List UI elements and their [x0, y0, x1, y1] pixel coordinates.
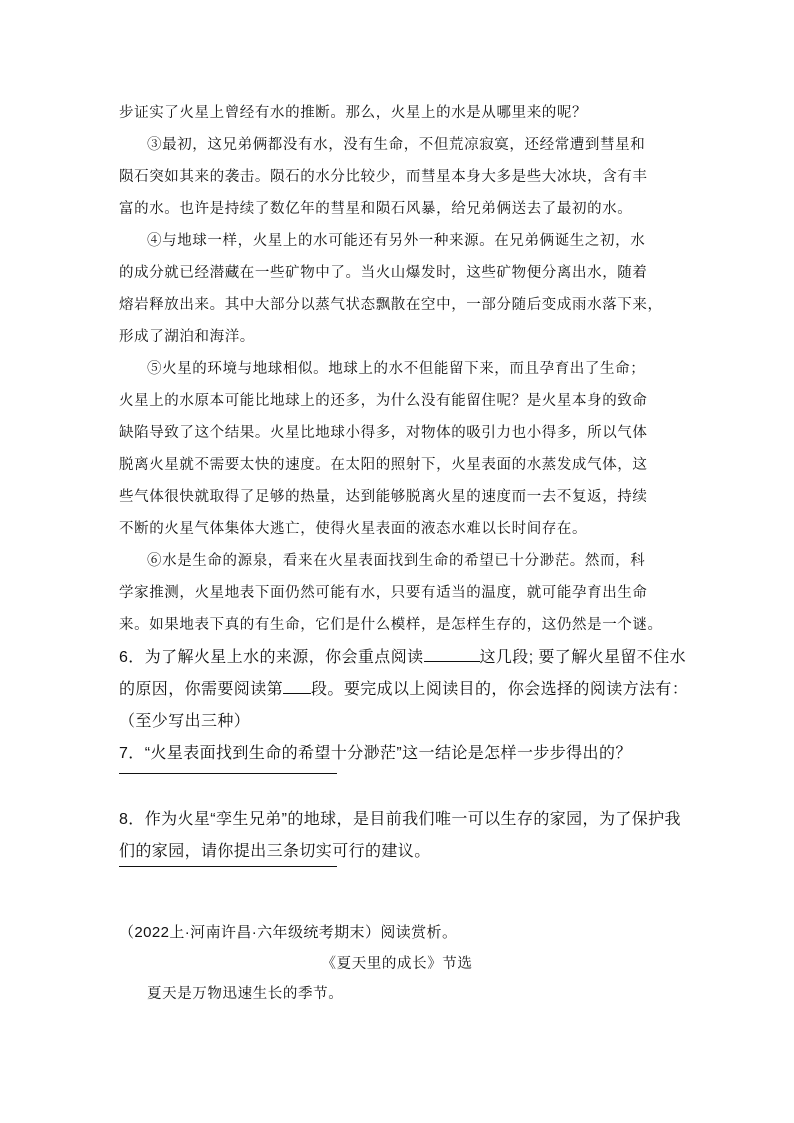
passage-line: 缺陷导致了这个结果。火星比地球小得多，对物体的吸引力也小得多，所以气体	[119, 425, 648, 441]
passage-line: 陨石突如其来的袭击。陨石的水分比较少，而彗星本身大多是些大冰块，含有丰	[119, 169, 648, 185]
passage-line: 些气体很快就取得了足够的热量，达到能够脱离火星的速度而一去不复返，持续	[119, 489, 648, 505]
passage-paragraph-4-start: ④与地球一样，火星上的水可能还有另外一种来源。在兄弟俩诞生之初，水	[147, 233, 646, 249]
passage-line: 脱离火星就不需要太快的速度。在太阳的照射下，火星表面的水蒸发成气体，这	[119, 457, 648, 473]
passage-line: 形成了湖泊和海洋。	[119, 329, 255, 345]
question-8-line-2: 们的家园，请你提出三条切实可行的建议。	[119, 843, 431, 860]
question-6-line-3: （至少写出三种）	[119, 713, 251, 730]
answer-blank-paragraphs[interactable]	[424, 660, 480, 662]
passage-line: 步证实了火星上曾经有水的推断。那么，火星上的水是从哪里来的呢？	[119, 105, 588, 121]
section-intro: （2022上·河南许昌·六年级统考期末）阅读赏析。	[119, 924, 458, 941]
question-7-answer-line[interactable]	[119, 773, 337, 774]
passage-line: 的成分就已经潜藏在一些矿物中了。当火山爆发时，这些矿物便分离出水，随着	[119, 265, 648, 281]
question-6-text: 要了解火星留不住水	[538, 649, 687, 666]
question-6-text: 6．为了解火星上水的来源，你会重点阅读	[119, 649, 424, 666]
passage-paragraph-3-start: ③最初，这兄弟俩都没有水，没有生命，不但荒凉寂寞，还经常遭到彗星和	[147, 137, 646, 153]
passage-paragraph-5-start: ⑤火星的环境与地球相似。地球上的水不但能留下来，而且孕育出了生命；	[147, 361, 646, 377]
excerpt-first-line: 夏天是万物迅速生长的季节。	[147, 986, 344, 1002]
question-6-text: 这几段	[479, 649, 529, 666]
question-6-text: 的原因，你需要阅读第	[119, 681, 284, 698]
passage-line: 学家推测，火星地表下面仍然可能有水，只要有适当的温度，就可能孕育出生命	[119, 585, 648, 601]
question-6-text: ;	[528, 649, 539, 666]
passage-paragraph-6-start: ⑥水是生命的源泉，看来在火星表面找到生命的希望已十分渺茫。然而，科	[147, 553, 646, 569]
passage-line: 来。如果地表下真的有生命，它们是什么模样，是怎样生存的，这仍然是一个谜。	[119, 617, 663, 633]
question-6-line-1	[119, 644, 686, 667]
question-6-line-2	[119, 676, 688, 699]
question-8-answer-line[interactable]	[119, 866, 337, 867]
passage-line: 富的水。也许是持续了数亿年的彗星和陨石风暴，给兄弟俩送去了最初的水。	[119, 201, 633, 217]
passage-line: 不断的火星气体集体大逃亡，使得火星表面的液态水难以长时间存在。	[119, 521, 588, 537]
question-6-text: 段。要完成以上阅读目的，你会选择的阅读方法有：	[311, 681, 689, 698]
question-7: 7．“火星表面找到生命的希望十分渺茫”这一结论是怎样一步步得出的？	[119, 745, 632, 762]
question-8-line-1: 8．作为火星“孪生兄弟”的地球，是目前我们唯一可以生存的家园，为了保护我	[119, 811, 681, 828]
answer-blank-paragraph[interactable]	[283, 692, 311, 694]
excerpt-title: 《夏天里的成长》节选	[321, 956, 473, 972]
passage-line: 熔岩释放出来。其中大部分以蒸气状态飘散在空中，一部分随后变成雨水落下来，	[119, 297, 663, 313]
passage-line: 火星上的水原本可能比地球上的还多，为什么没有能留住呢？是火星本身的致命	[119, 393, 648, 409]
